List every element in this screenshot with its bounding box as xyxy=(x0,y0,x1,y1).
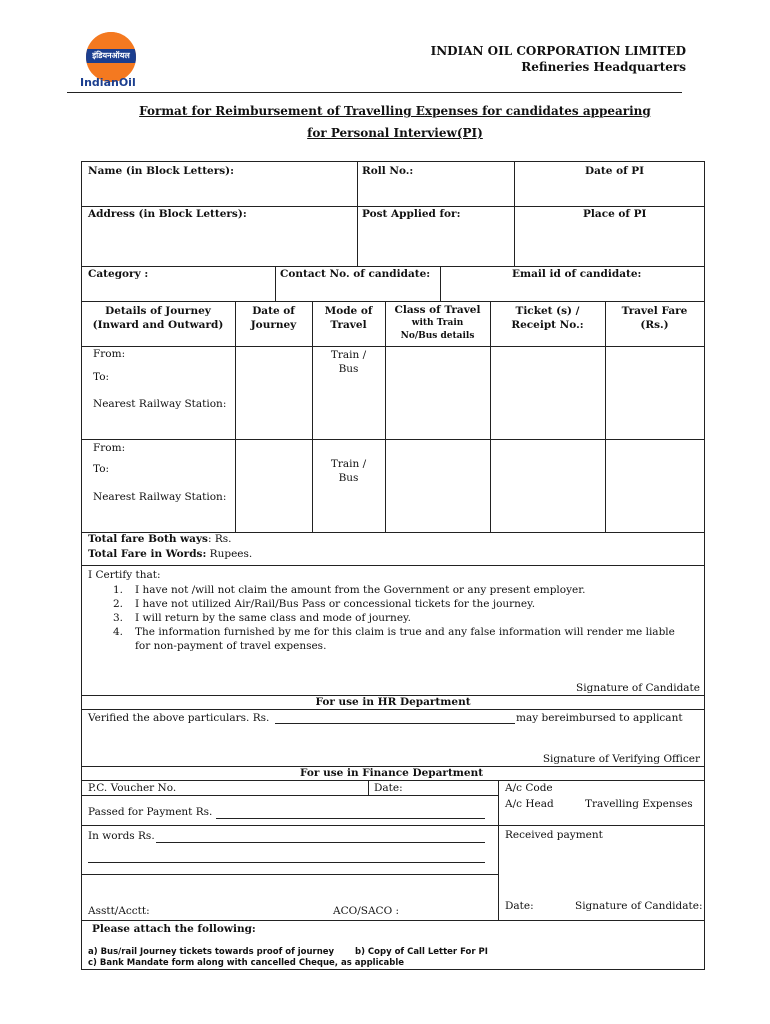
asstt-acctt[interactable]: Asstt/Acctt: xyxy=(88,905,150,917)
col-class-header: Class of Travel with Train No/Bus details xyxy=(394,304,481,341)
row2-to[interactable]: To: xyxy=(93,463,110,475)
email-field[interactable]: Email id of candidate: xyxy=(512,268,642,280)
date-of-pi-field[interactable]: Date of PI xyxy=(585,165,645,177)
header-divider xyxy=(67,92,682,93)
hr-heading: For use in HR Department xyxy=(315,696,471,708)
row1-from[interactable]: From: xyxy=(93,348,126,360)
row1-station[interactable]: Nearest Railway Station: xyxy=(93,398,227,410)
in-words-line2[interactable] xyxy=(88,862,485,863)
address-field[interactable]: Address (in Block Letters): xyxy=(88,208,247,220)
category-field[interactable]: Category : xyxy=(88,268,149,280)
receipt-date[interactable]: Date: xyxy=(505,900,534,912)
row2-from[interactable]: From: xyxy=(93,442,126,454)
ac-head: A/c Head xyxy=(505,798,554,810)
certify-list: 1. I have not /will not claim the amount from the Government or any present employer. 2. I have not utilized Air/Rail/Bus Pass or concessional tickets for the journey. 3. I will return by the same class and mode of journey. 4. The information furnished by me for this claim is true and any false information will render me liable for non-payment of travel expenses. xyxy=(113,584,675,652)
row1-mode: Train / Bus xyxy=(330,349,367,375)
voucher-no[interactable]: P.C. Voucher No. xyxy=(88,782,177,794)
total-both-ways[interactable]: Total fare Both ways: Rs. xyxy=(88,533,232,545)
col-date-header: Date of Journey xyxy=(250,305,297,331)
attach-item-a: a) Bus/rail Journey tickets towards proof of journey xyxy=(88,947,335,957)
hr-amount-line[interactable] xyxy=(275,723,515,724)
logo-wordmark: IndianOil xyxy=(80,76,136,89)
certify-intro: I Certify that: xyxy=(88,569,161,581)
post-applied-field[interactable]: Post Applied for: xyxy=(362,208,461,220)
attach-item-c: c) Bank Mandate form along with cancelled Cheque, as applicable xyxy=(88,958,405,968)
name-field[interactable]: Name (in Block Letters): xyxy=(88,165,235,177)
col-mode-header: Mode of Travel xyxy=(324,305,373,331)
candidate-signature[interactable]: Signature of Candidate xyxy=(576,682,700,694)
received-payment: Received payment xyxy=(505,829,603,841)
passed-for-payment: Passed for Payment Rs. xyxy=(88,806,213,818)
indianoil-logo xyxy=(86,32,136,82)
finance-heading: For use in Finance Department xyxy=(300,767,484,779)
row2-station[interactable]: Nearest Railway Station: xyxy=(93,491,227,503)
division-name: Refineries Headquarters xyxy=(521,60,686,74)
passed-amount-line[interactable] xyxy=(216,818,485,819)
place-of-pi-field[interactable]: Place of PI xyxy=(583,208,647,220)
col-ticket-header: Ticket (s) / Receipt No.: xyxy=(511,305,584,331)
ac-head-value: Travelling Expenses xyxy=(585,798,693,810)
form-title-line2: for Personal Interview(PI) xyxy=(307,126,483,140)
aco-saco[interactable]: ACO/SACO : xyxy=(333,905,400,917)
ac-code[interactable]: A/c Code xyxy=(505,782,553,794)
attach-heading: Please attach the following: xyxy=(92,923,256,935)
receipt-signature[interactable]: Signature of Candidate: xyxy=(575,900,703,912)
col-fare-header: Travel Fare (Rs.) xyxy=(621,305,688,331)
in-words-line1[interactable] xyxy=(156,842,485,843)
form-title-line1: Format for Reimbursement of Travelling Expenses for candidates appearing xyxy=(139,104,651,118)
frame-top xyxy=(81,161,705,162)
verifying-officer-signature[interactable]: Signature of Verifying Officer xyxy=(542,753,700,765)
logo-text: इंडियनऑयल xyxy=(86,49,136,63)
attach-item-b: b) Copy of Call Letter For PI xyxy=(355,947,488,957)
frame-bottom xyxy=(81,969,705,970)
company-name: INDIAN OIL CORPORATION LIMITED xyxy=(430,44,686,58)
row1-to[interactable]: To: xyxy=(93,371,110,383)
contact-field[interactable]: Contact No. of candidate: xyxy=(280,268,431,280)
row2-mode: Train / Bus xyxy=(330,458,367,484)
hr-reimbursed: may bereimbursed to applicant xyxy=(516,712,683,724)
roll-no-field[interactable]: Roll No.: xyxy=(362,165,414,177)
finance-date[interactable]: Date: xyxy=(374,782,403,794)
total-in-words[interactable]: Total Fare in Words: Rupees. xyxy=(88,548,253,560)
col-details-header: Details of Journey (Inward and Outward) xyxy=(92,305,224,331)
in-words: In words Rs. xyxy=(88,830,155,842)
hr-verified: Verified the above particulars. Rs. xyxy=(88,712,270,724)
